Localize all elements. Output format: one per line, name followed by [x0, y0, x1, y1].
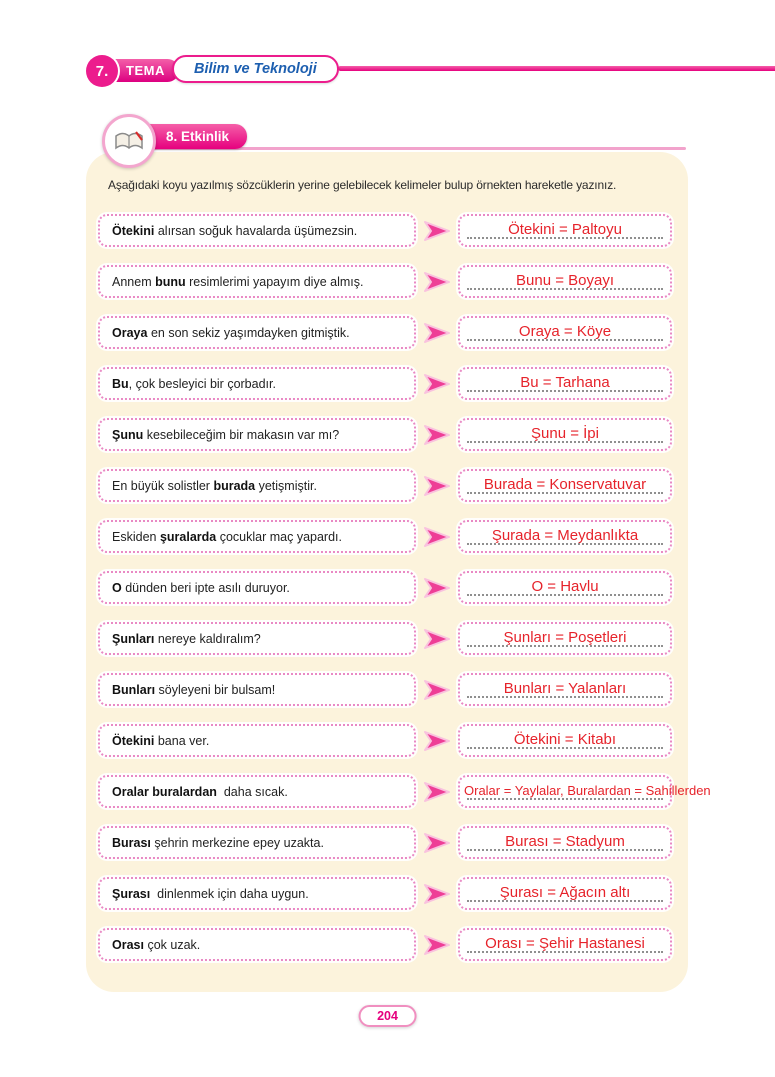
answer-box — [458, 367, 672, 400]
sentence-box — [98, 724, 416, 757]
sentence-box — [98, 520, 416, 553]
answer-box — [458, 265, 672, 298]
answer-box — [458, 520, 672, 553]
exercise-row — [98, 520, 676, 553]
sentence-text: çocuklar maç yapardı. — [216, 529, 342, 544]
answer-box — [458, 214, 672, 247]
arrow-right-icon — [416, 219, 458, 243]
sentence-bold-word: O — [112, 580, 122, 595]
answer-box — [458, 571, 672, 604]
sentence-bold-word: Burası — [112, 835, 151, 850]
answer-text: Burası = Stadyum — [505, 832, 625, 850]
answer-text: O = Havlu — [531, 577, 599, 595]
answer-box — [458, 724, 672, 757]
sentence-bold-word: bunu — [155, 274, 186, 289]
sentence-text: dinlenmek için daha uygun. — [150, 886, 309, 901]
instruction-text: Aşağıdaki koyu yazılmış sözcüklerin yerine gelebilecek kelimeler bulup örnekten hareketle yazınız. — [108, 178, 617, 192]
exercise-row — [98, 877, 676, 910]
tema-number-badge — [86, 55, 118, 87]
theme-title-box — [172, 55, 339, 83]
answer-text: Ötekini = Kitabı — [513, 730, 617, 748]
sentence-text: yetişmiştir. — [255, 478, 317, 493]
sentence-bold-word: Bu — [112, 376, 129, 391]
exercise-panel — [86, 152, 711, 992]
sentence-bold-word: Şunu — [112, 427, 144, 442]
sentence-box — [98, 877, 416, 910]
sentence-bold-word: Oralar buralardan — [112, 784, 217, 799]
answer-text: Şunu = İpi — [531, 424, 599, 442]
exercise-row — [98, 928, 676, 961]
sentence-box — [98, 214, 416, 247]
exercise-row — [98, 316, 676, 349]
sentence-box — [98, 469, 416, 502]
answer-text: Şunları = Poşetleri — [503, 628, 627, 646]
exercise-row — [98, 265, 676, 298]
sentence-bold-word: Ötekini — [112, 223, 155, 238]
arrow-right-icon — [416, 729, 458, 753]
exercise-row — [98, 775, 711, 808]
answer-box — [458, 775, 711, 808]
sentence-bold-word: Bunları — [112, 682, 156, 697]
answer-text: Orası = Şehir Hastanesi — [485, 934, 645, 952]
arrow-right-icon — [416, 423, 458, 447]
answer-text: Burada = Konservatuvar — [483, 475, 647, 493]
sentence-box — [98, 622, 416, 655]
answer-text: Oralar = Yaylalar, Buralardan = Sahillerden — [464, 782, 711, 798]
sentence-bold-word: Şurası — [112, 886, 151, 901]
activity-title-badge — [144, 124, 247, 149]
sentence-box — [98, 673, 416, 706]
sentence-box — [98, 265, 416, 298]
exercise-row — [98, 571, 676, 604]
arrow-right-icon — [416, 882, 458, 906]
answer-text: Ötekini = Paltoyu — [508, 220, 622, 238]
notebook-icon — [102, 114, 156, 168]
arrow-right-icon — [416, 780, 458, 804]
sentence-text: şehrin merkezine epey uzakta. — [150, 835, 324, 850]
answer-box — [458, 826, 672, 859]
arrow-right-icon — [416, 372, 458, 396]
answer-box — [458, 877, 672, 910]
activity-title: 8. Etkinlik — [166, 129, 230, 144]
exercise-row — [98, 673, 676, 706]
sentence-bold-word: Ötekini — [112, 733, 155, 748]
answer-text: Bu = Tarhana — [520, 373, 610, 391]
sentence-box — [98, 571, 416, 604]
answer-text: Bunları = Yalanları — [503, 679, 627, 697]
sentence-bold-word: Şunları — [112, 631, 155, 646]
sentence-text: resimlerimi yapayım diye almış. — [185, 274, 364, 289]
sentence-box — [98, 367, 416, 400]
sentence-box — [98, 316, 416, 349]
open-book-icon — [113, 127, 145, 155]
exercise-row — [98, 214, 676, 247]
sentence-text: Eskiden — [112, 529, 160, 544]
exercise-row — [98, 724, 676, 757]
arrow-right-icon — [416, 831, 458, 855]
sentence-box — [98, 418, 416, 451]
sentence-bold-word: Oraya — [112, 325, 148, 340]
arrow-right-icon — [416, 474, 458, 498]
sentence-bold-word: Orası — [112, 937, 144, 952]
sentence-text: Annem — [112, 274, 156, 289]
exercise-rows — [98, 214, 711, 979]
sentence-text: kesebileceğim bir makasın var mı? — [143, 427, 340, 442]
tema-label: TEMA — [126, 63, 165, 78]
exercise-row — [98, 622, 676, 655]
answer-box — [458, 469, 672, 502]
sentence-text: nereye kaldıralım? — [154, 631, 261, 646]
sentence-box — [98, 928, 416, 961]
answer-box — [458, 316, 672, 349]
answer-text: Oraya = Köye — [518, 322, 612, 340]
arrow-right-icon — [416, 576, 458, 600]
header-divider-line — [338, 66, 775, 71]
arrow-right-icon — [416, 525, 458, 549]
sentence-text: en son sekiz yaşımdayken gitmiştik. — [147, 325, 350, 340]
exercise-row — [98, 418, 676, 451]
sentence-box — [98, 775, 416, 808]
exercise-row — [98, 469, 676, 502]
sentence-text: daha sıcak. — [216, 784, 288, 799]
arrow-right-icon — [416, 321, 458, 345]
answer-box — [458, 622, 672, 655]
theme-title: Bilim ve Teknoloji — [194, 61, 317, 77]
answer-text: Şurada = Meydanlıkta — [491, 526, 639, 544]
exercise-row — [98, 826, 676, 859]
sentence-text: bana ver. — [154, 733, 210, 748]
sentence-text: En büyük solistler — [112, 478, 214, 493]
answer-text: Şurası = Ağacın altı — [499, 883, 631, 901]
answer-box — [458, 673, 672, 706]
sentence-bold-word: burada — [213, 478, 256, 493]
sentence-text: alırsan soğuk havalarda üşümezsin. — [154, 223, 358, 238]
exercise-row — [98, 367, 676, 400]
arrow-right-icon — [416, 627, 458, 651]
answer-box — [458, 928, 672, 961]
arrow-right-icon — [416, 678, 458, 702]
answer-text: Bunu = Boyayı — [516, 271, 614, 289]
tema-number: 7. — [95, 62, 109, 80]
sentence-text: söyleyeni bir bulsam! — [155, 682, 276, 697]
arrow-right-icon — [416, 270, 458, 294]
sentence-bold-word: şuralarda — [159, 529, 217, 544]
page-number-badge — [358, 1005, 417, 1027]
sentence-text: dünden beri ipte asılı duruyor. — [121, 580, 290, 595]
sentence-box — [98, 826, 416, 859]
answer-box — [458, 418, 672, 451]
arrow-right-icon — [416, 933, 458, 957]
sentence-text: çok uzak. — [143, 937, 201, 952]
page-number: 204 — [377, 1009, 398, 1023]
sentence-text: , çok besleyici bir çorbadır. — [128, 376, 276, 391]
